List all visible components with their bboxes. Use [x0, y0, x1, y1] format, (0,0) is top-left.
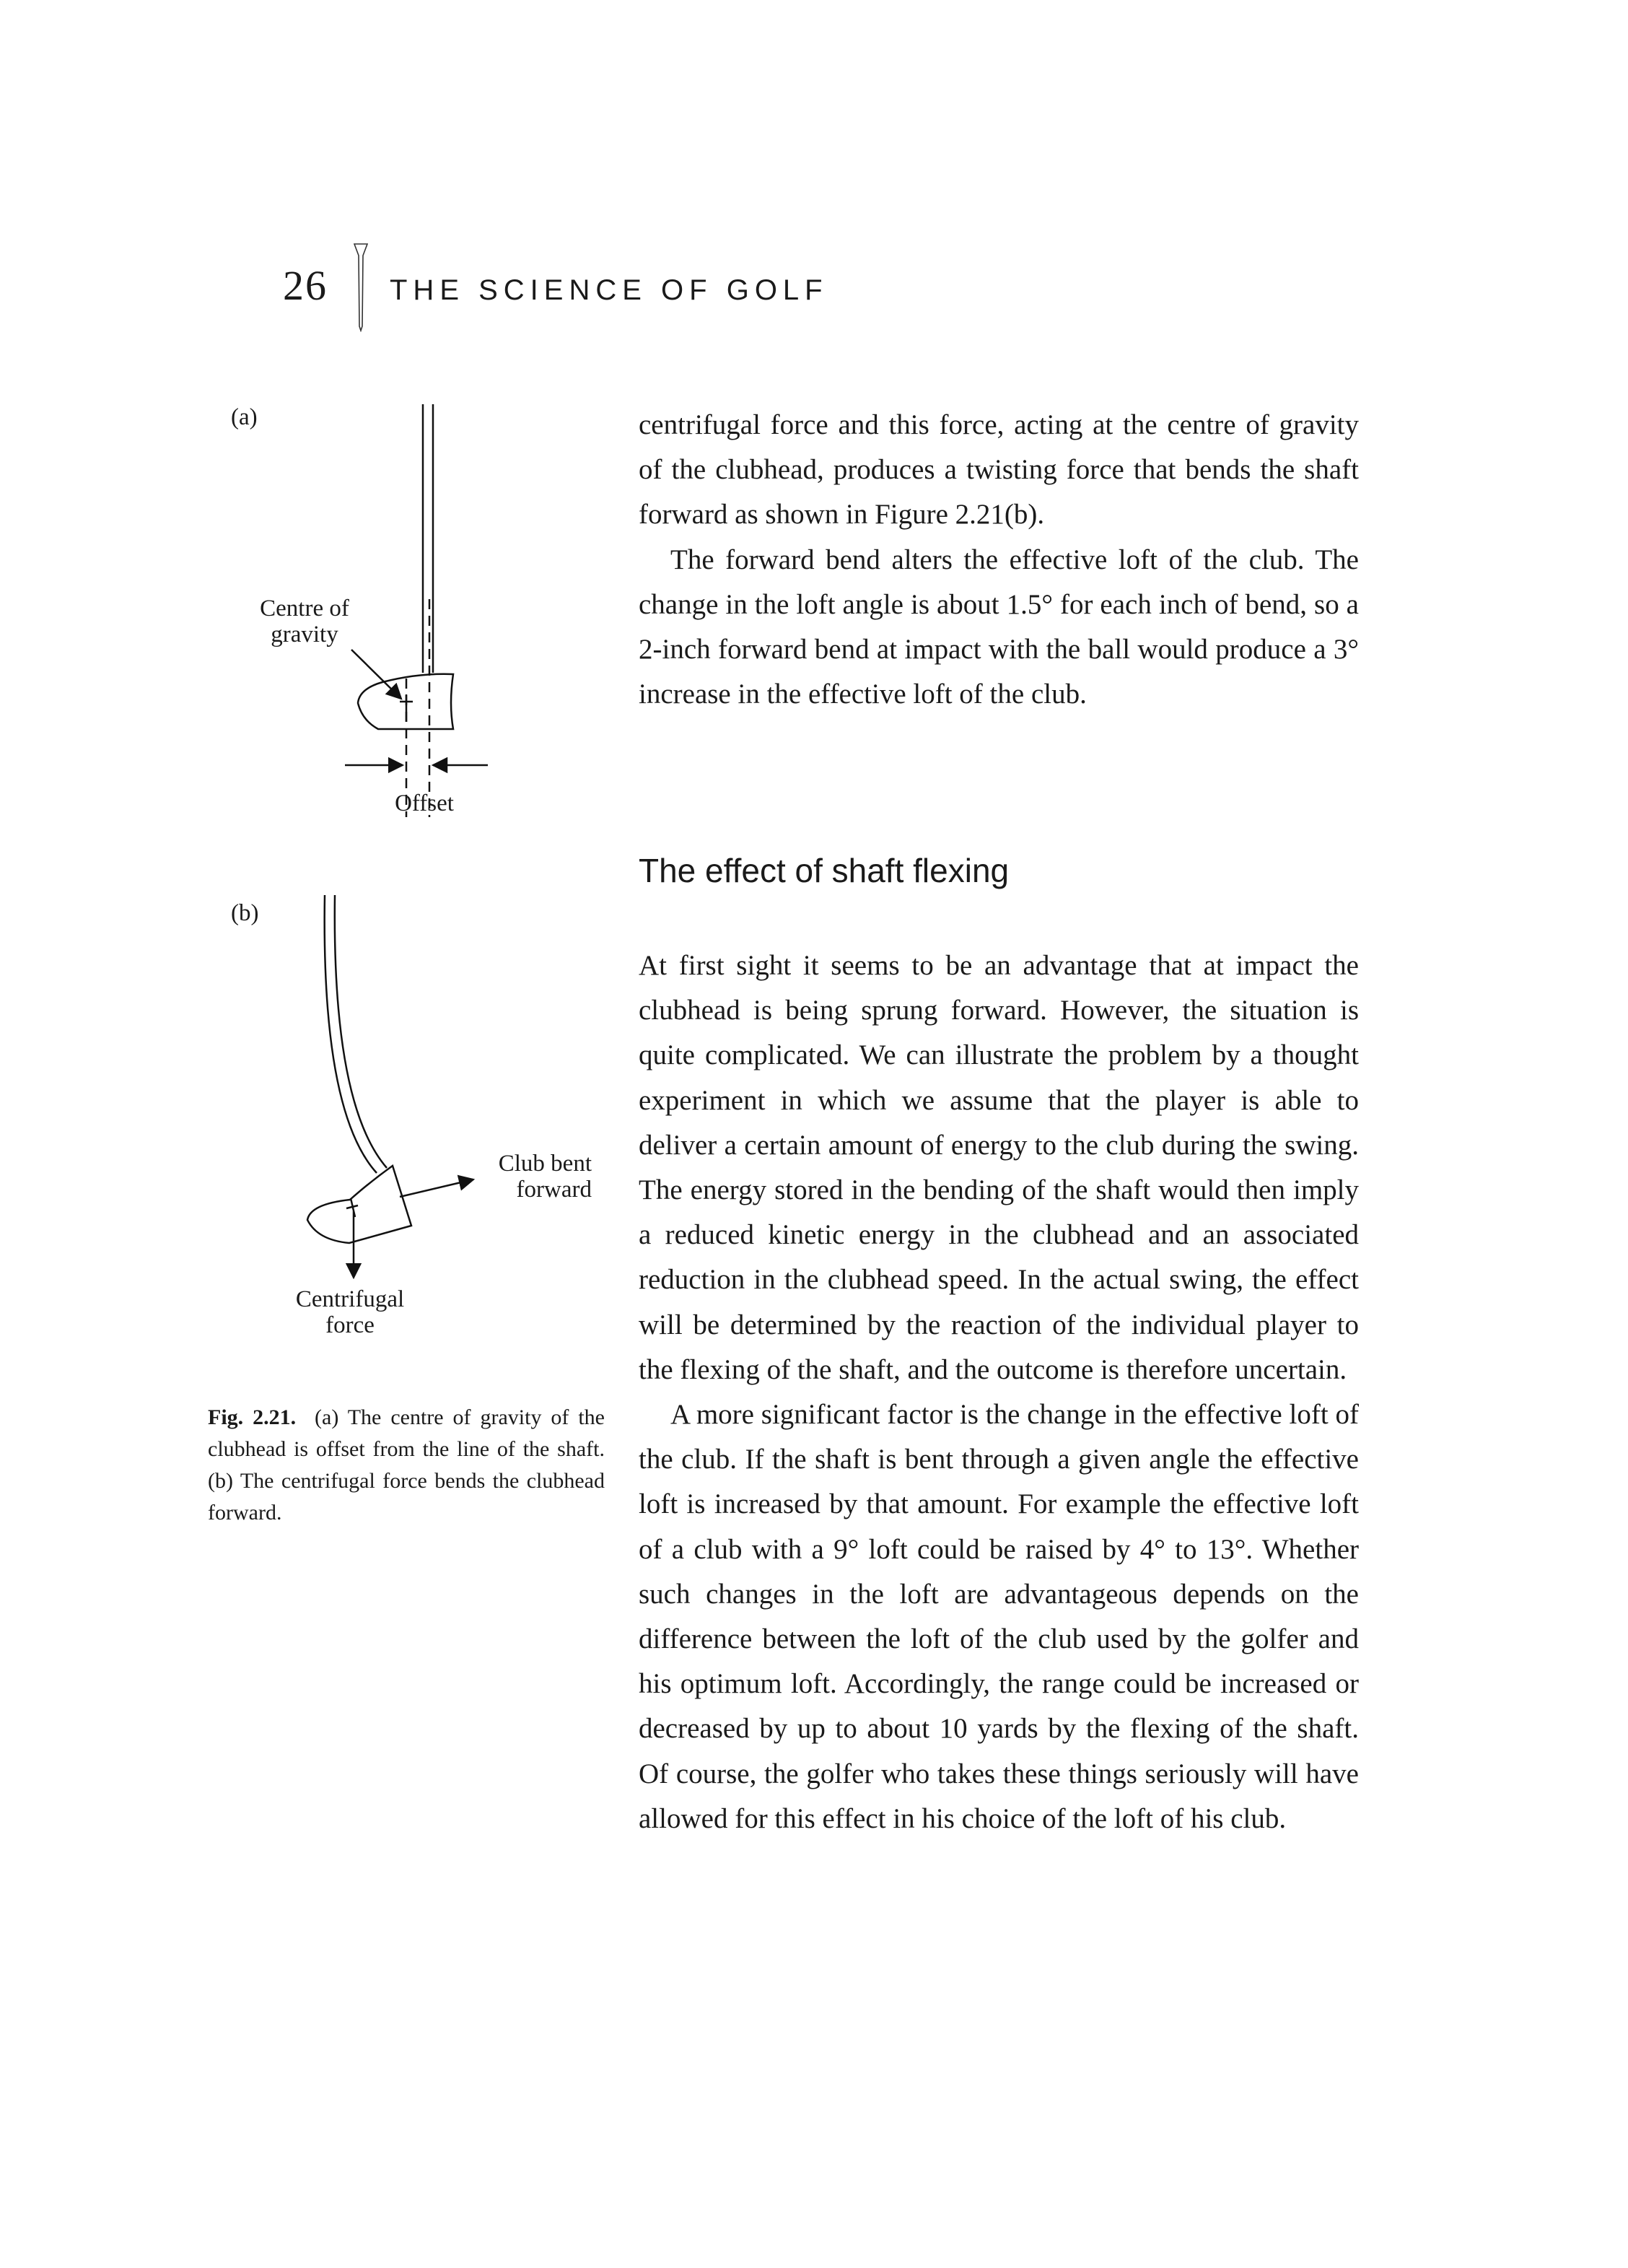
caption-number: Fig. 2.21. [208, 1405, 297, 1429]
page-number: 26 [283, 262, 328, 309]
paragraph: A more significant factor is the change in the effective loft of the club. If the shaft is bent through a given angle the effective loft is increased by that amount. For example the effective loft of a club with a 9° loft could be raised by 4° to 13°. Whether such changes in the loft are advantageous depends on the difference between the loft of the club used by the golfer and his optimum loft. Accordingly, the range could be increased or decreased by up to about 10 yards by the flexing of the shaft. Of course, the golfer who takes these things seriously will have allowed for this effect in his choice of the loft of his club. [639, 1399, 1359, 1834]
figure-2-21 [202, 390, 628, 1371]
figure-drawing [202, 390, 628, 1371]
golf-tee-icon [354, 243, 368, 332]
clubhead-b [307, 1166, 411, 1243]
panel-b-drawing [307, 895, 473, 1278]
force-label-line2: force [325, 1312, 375, 1338]
paragraph: At first sight it seems to be an advantage that at impact the clubhead is being sprung forward. However, the situation is quite complicated. We can illustrate the problem by a thought experiment in which we assume that the player is able to deliver a certain amount of energy to the club during the swing. The energy stored in the bending of the shaft would then imply a reduced kinetic energy in the clubhead and an associated reduction in the clubhead speed. In the actual swing, the effect will be determined by the reaction of the individual player to the flexing of the shaft, and the outcome is therefore uncertain. [639, 950, 1359, 1385]
figure-caption [208, 1402, 605, 1529]
cg-pointer-arrow [351, 650, 401, 699]
bent-label-line1: Club bent [498, 1151, 592, 1177]
cg-label-line1: Centre of [260, 596, 349, 621]
section-heading: The effect of shaft flexing [639, 852, 1010, 889]
body-text-top [639, 403, 1359, 717]
panel-a-drawing [345, 404, 488, 817]
paragraph: centrifugal force and this force, acting at the centre of gravity of the clubhead, produces a twisting force that bends the shaft forward as shown in Figure 2.21(b). [639, 409, 1359, 531]
paragraph: The forward bend alters the effective loft of the club. The change in the loft angle is about 1.5° for each inch of bend, so a 2-inch forward bend at impact with the ball would produce a 3° increase in the effective loft of the club. [639, 544, 1359, 710]
body-text-section [639, 943, 1359, 1841]
cg-label-line2: gravity [271, 621, 338, 647]
panel-a-label: (a) [231, 404, 258, 430]
bent-label-line2: forward [516, 1177, 592, 1203]
shaft-b [325, 895, 377, 1173]
running-title: THE SCIENCE OF GOLF [390, 274, 828, 306]
force-label-line1: Centrifugal [295, 1286, 405, 1312]
offset-label: Offset [395, 790, 454, 816]
panel-b-label: (b) [231, 900, 259, 926]
bent-forward-arrow [400, 1179, 473, 1197]
caption-text: (a) The centre of gravity of the clubhead is offset from the line of the shaft. (b) The centrifugal force bends the clubhead forward. [208, 1405, 605, 1525]
